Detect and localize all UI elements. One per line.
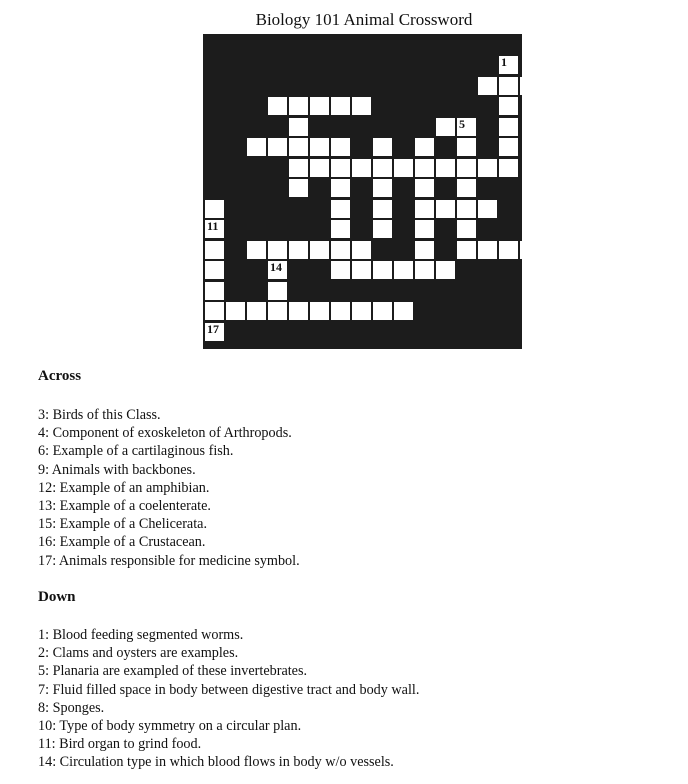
grid-cell xyxy=(310,241,329,259)
grid-cell xyxy=(457,179,476,197)
grid-cell xyxy=(373,179,392,197)
grid-cell xyxy=(499,118,518,136)
grid-cell xyxy=(289,97,308,115)
grid-cell xyxy=(415,241,434,259)
grid-cell xyxy=(499,56,518,74)
grid-cell xyxy=(268,302,287,320)
grid-cell xyxy=(499,241,518,259)
grid-cell xyxy=(352,159,371,177)
grid-cell xyxy=(247,138,266,156)
across-clue: 9: Animals with backbones. xyxy=(38,461,196,478)
grid-cell xyxy=(520,77,539,95)
grid-cell xyxy=(247,302,266,320)
across-clue: 6: Example of a cartilaginous fish. xyxy=(38,443,234,460)
grid-cell xyxy=(289,302,308,320)
grid-cell xyxy=(373,200,392,218)
grid-cell xyxy=(331,220,350,238)
grid-cell xyxy=(289,179,308,197)
grid-cell xyxy=(352,302,371,320)
grid-cell xyxy=(289,159,308,177)
page-title: Biology 101 Animal Crossword xyxy=(255,10,473,29)
clue-number: 11 xyxy=(207,219,219,233)
across-clue: 3: Birds of this Class. xyxy=(38,407,161,423)
grid-cell xyxy=(415,261,434,279)
down-clue: 1: Blood feeding segmented worms. xyxy=(38,627,244,643)
clue-number: 1 xyxy=(501,55,507,69)
grid-cell xyxy=(289,241,308,259)
clue-number: 17 xyxy=(207,321,219,336)
grid-cell xyxy=(436,200,455,218)
grid-cell xyxy=(436,118,455,136)
across-heading: Across xyxy=(38,368,82,384)
grid-cell xyxy=(394,159,413,177)
down-clue: 2: Clams and oysters are examples. xyxy=(38,645,239,662)
grid-cell xyxy=(205,302,224,320)
across-clue: 15: Example of a Chelicerata. xyxy=(38,516,207,533)
grid-cell xyxy=(331,159,350,177)
grid-cell xyxy=(310,159,329,177)
grid-cell xyxy=(457,138,476,156)
grid-cell xyxy=(457,241,476,259)
grid-cell xyxy=(331,200,350,218)
grid-cell xyxy=(205,261,224,279)
across-clue: 4: Component of exoskeleton of Arthropods. xyxy=(38,425,292,442)
across-clue: 16: Example of a Crustacean. xyxy=(38,534,206,551)
grid-cell xyxy=(331,97,350,115)
grid-cell xyxy=(205,241,224,259)
grid-cell xyxy=(499,159,518,177)
crossword-grid xyxy=(203,34,522,349)
grid-cell xyxy=(478,241,497,259)
grid-cell xyxy=(436,159,455,177)
down-clue: 14: Circulation type in which blood flows in body w/o vessels. xyxy=(38,754,394,771)
grid-cell xyxy=(310,302,329,320)
down-clue: 7: Fluid filled space in body between digestive tract and body wall. xyxy=(38,681,420,698)
grid-cell xyxy=(331,241,350,259)
grid-cell xyxy=(394,302,413,320)
grid-cell xyxy=(352,261,371,279)
grid-cell xyxy=(415,179,434,197)
grid-cell xyxy=(436,261,455,279)
grid-cell xyxy=(331,261,350,279)
grid-cell xyxy=(457,118,476,136)
clue-number: 5 xyxy=(459,116,465,131)
down-clue: 11: Bird organ to grind food. xyxy=(38,736,202,753)
grid-cell xyxy=(205,282,224,300)
grid-cell xyxy=(373,302,392,320)
grid-cell xyxy=(373,138,392,156)
grid-cell xyxy=(373,261,392,279)
grid-cell xyxy=(499,97,518,115)
grid-cell xyxy=(205,200,224,218)
grid-cell xyxy=(499,77,518,95)
down-clue: 5: Planaria are exampled of these invertebrates. xyxy=(38,663,308,680)
grid-cell xyxy=(331,179,350,197)
grid-cell xyxy=(415,138,434,156)
across-clue: 17: Animals responsible for medicine symbol. xyxy=(38,552,300,569)
across-clue: 12: Example of an amphibian. xyxy=(38,479,210,496)
grid-cell xyxy=(499,138,518,156)
grid-cell xyxy=(478,159,497,177)
grid-cell xyxy=(205,323,224,341)
grid-cell xyxy=(268,138,287,156)
grid-cell xyxy=(373,159,392,177)
grid-cell xyxy=(415,200,434,218)
grid-cell xyxy=(352,241,371,259)
down-clue: 10: Type of body symmetry on a circular plan. xyxy=(38,718,302,735)
down-clue-list xyxy=(38,626,419,772)
grid-cell xyxy=(289,138,308,156)
grid-cell xyxy=(331,138,350,156)
grid-cell xyxy=(415,159,434,177)
grid-cell xyxy=(205,220,224,238)
grid-cell xyxy=(226,302,245,320)
across-clue-list xyxy=(38,406,300,570)
grid-cell xyxy=(478,77,497,95)
grid-cell xyxy=(289,118,308,136)
grid-cell xyxy=(310,97,329,115)
grid-cell xyxy=(310,138,329,156)
down-heading: Down xyxy=(38,589,76,605)
grid-cell xyxy=(352,97,371,115)
grid-cell xyxy=(520,241,539,259)
grid-cell xyxy=(394,261,413,279)
grid-cell xyxy=(415,220,434,238)
grid-cell xyxy=(373,220,392,238)
grid-cell xyxy=(268,282,287,300)
grid-cell xyxy=(457,159,476,177)
clue-number: 14 xyxy=(270,260,282,274)
grid-cell xyxy=(478,200,497,218)
across-clue: 13: Example of a coelenterate. xyxy=(38,498,211,515)
grid-cell xyxy=(268,261,287,279)
grid-cell xyxy=(457,220,476,238)
grid-cell xyxy=(268,97,287,115)
grid-cell xyxy=(247,241,266,259)
grid-cell xyxy=(268,241,287,259)
grid-cell xyxy=(331,302,350,320)
down-clue: 8: Sponges. xyxy=(38,699,105,716)
grid-cell xyxy=(457,200,476,218)
